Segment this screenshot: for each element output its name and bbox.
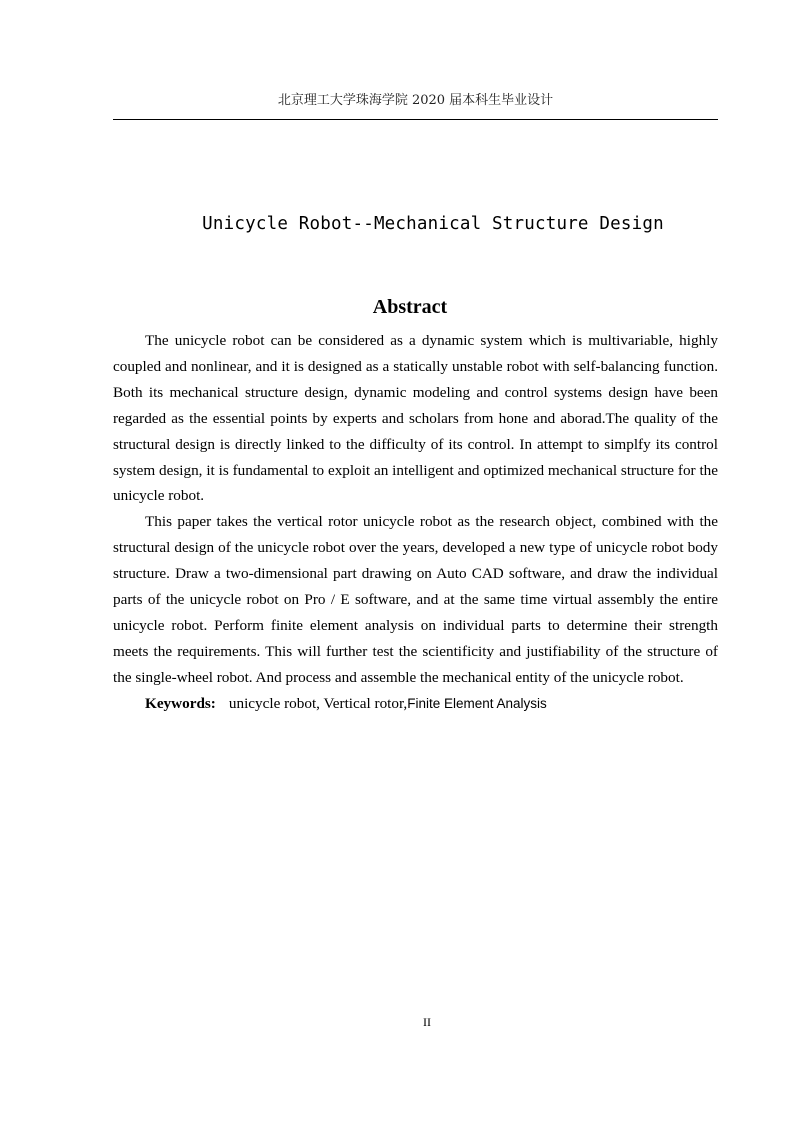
page-number: II [423,1015,431,1029]
header-divider [113,119,718,120]
keywords-text: unicycle robot, Vertical rotor, [228,694,408,712]
abstract-heading: Abstract [372,296,448,318]
keywords-line [113,691,718,717]
running-header: 北京理工大学珠海学院 2020 届本科生毕业设计 [277,93,554,108]
thesis-title: Unicycle Robot--Mechanical Structure Design [202,214,664,234]
abstract-paragraph-2: This paper takes the vertical rotor unicycle robot as the research object, combined with the structural design of the unicycle robot over the years, developed a new type of unicycle robot body structure. Draw a two-dimensional part drawing on Auto CAD software, and draw the individual parts of the unicycle robot on Pro / E software, and at the same time virtual assembly the entire unicycle robot. Perform finite element analysis on individual parts to determine their strength meets the requirements. This will further test the scientificity and justifiability of the structure of the single-wheel robot. And process and assemble the mechanical entity of the unicycle robot. [113,513,718,686]
keywords-label: Keywords: [145,694,216,712]
abstract-paragraph-1: The unicycle robot can be considered as a dynamic system which is multivariable, highly coupled and nonlinear, and it is designed as a statically unstable robot with self-balancing function. Both its mechanical structure design, dynamic modeling and control systems design have been regarded as the essential points by experts and scholars from hone and aborad.The quality of the structural design is directly linked to the difficulty of its control. In attempt to simplfy its control system design, it is fundamental to exploit an intelligent and optimized mechanical structure for the unicycle robot. [113,332,718,505]
abstract-body [113,328,718,717]
keywords-tail: Finite Element Analysis [407,695,547,711]
